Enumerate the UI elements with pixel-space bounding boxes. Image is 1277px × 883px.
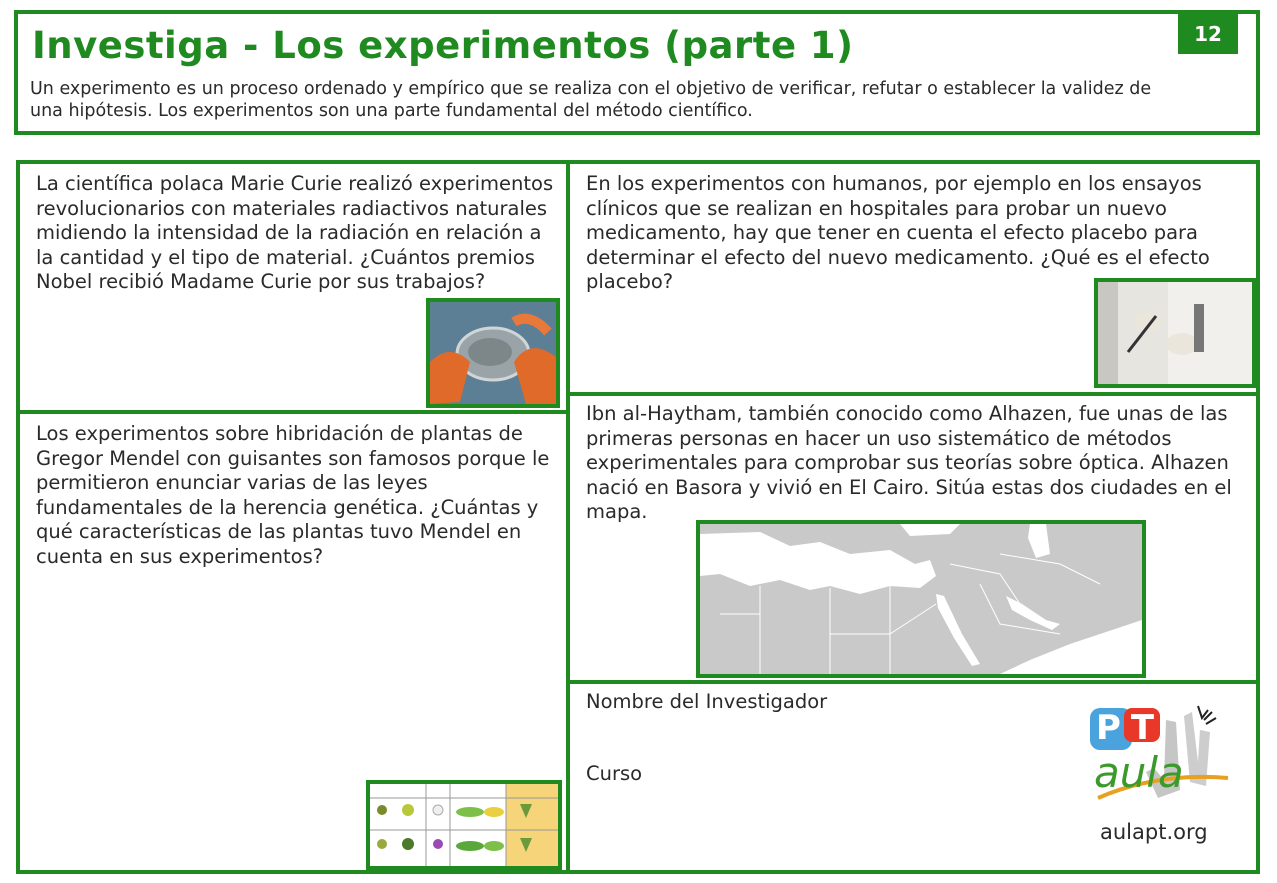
panel-alhazen: [566, 392, 1260, 684]
panel-placebo: [566, 160, 1260, 396]
mendel-traits-chart: [366, 780, 562, 870]
logo-letters: PT: [1096, 708, 1165, 748]
course-label: Curso: [586, 762, 643, 785]
logo-word: aula: [1094, 748, 1184, 797]
placebo-text: En los experimentos con humanos, por ejemplo en los ensayos clínicos que se realizan en hospitales para probar un nuevo medicamento, hay que tener en cuenta el efecto placebo para determinar el efecto del nuevo medicamento. ¿Qué es el efecto placebo?: [586, 172, 1210, 293]
aulapt-logo: [1088, 702, 1238, 808]
name-label: Nombre del Investigador: [586, 690, 828, 713]
alhazen-text: Ibn al-Haytham, también conocido como Alhazen, fue unas de las primeras personas en hacer un uso sistemático de métodos experimentales para comprobar sus teorías sobre óptica. Alhazen nació en Basora y vivió en El Cairo. Sitúa estas dos ciudades en el mapa.: [586, 402, 1232, 523]
intro-text: Un experimento es un proceso ordenado y empírico que se realiza con el objetivo de verificar, refutar o establecer la validez de una hipótesis. Los experimentos son una parte fundamental del método científico.: [30, 79, 1152, 121]
page-number-badge: 12: [1178, 14, 1238, 54]
placebo-photo: [1094, 278, 1256, 388]
panel-footer: [566, 680, 1260, 874]
middle-east-map[interactable]: [696, 520, 1146, 678]
header-box: [14, 10, 1260, 135]
site-url: aulapt.org: [1100, 820, 1208, 844]
mendel-text: Los experimentos sobre hibridación de plantas de Gregor Mendel con guisantes son famosos porque le permitieron enunciar varias de las leyes fundamentales de la herencia genética. ¿Cuántas y qué características de las plantas tuvo Mendel en cuenta en sus experimentos?: [36, 422, 550, 568]
page-title: Investiga - Los experimentos (parte 1): [32, 24, 854, 67]
curie-photo: [426, 298, 560, 408]
curie-text: La científica polaca Marie Curie realizó experimentos revolucionarios con materiales radiactivos naturales midiendo la intensidad de la radiación en relación a la cantidad y el tipo de material. ¿Cuántos premios Nobel recibió Madame Curie por sus trabajos?: [36, 172, 554, 293]
panel-curie: [16, 160, 570, 414]
panel-mendel: [16, 410, 570, 874]
